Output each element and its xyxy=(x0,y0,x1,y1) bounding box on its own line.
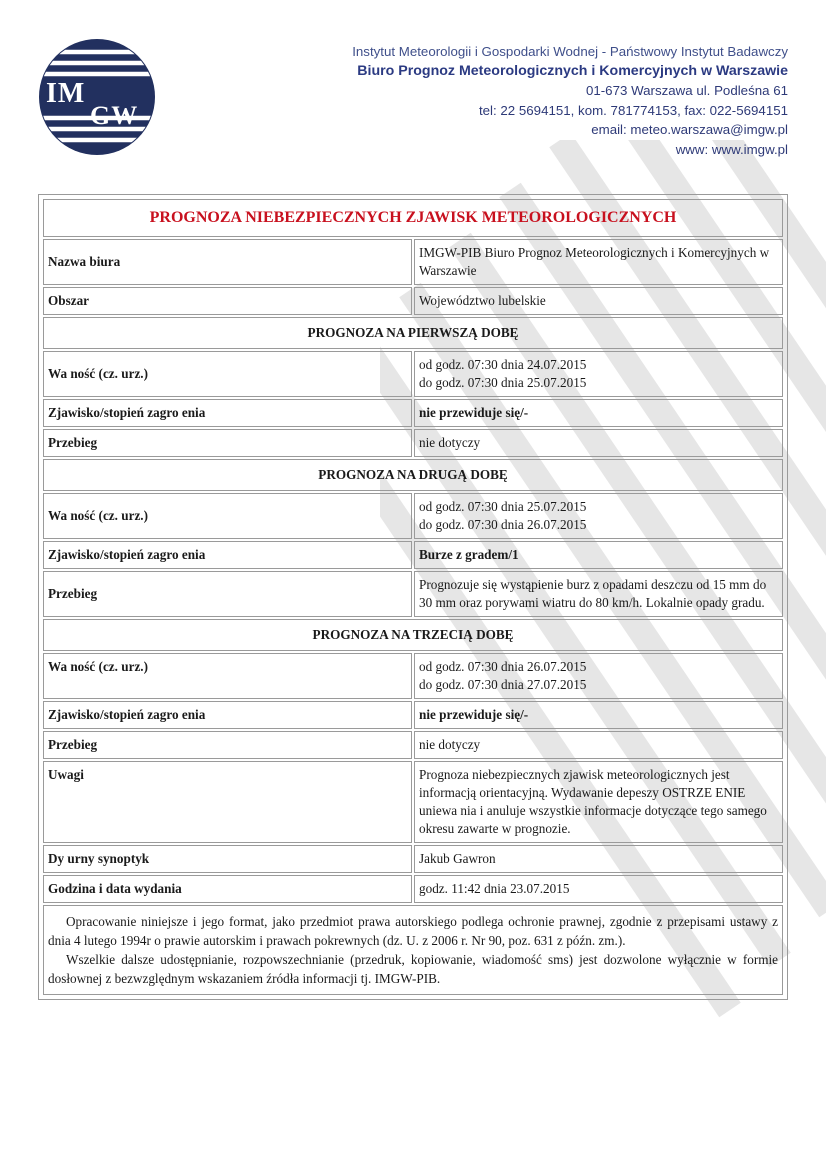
forecast-table xyxy=(41,197,785,905)
validity-value xyxy=(414,653,783,699)
table-row xyxy=(43,653,783,699)
forecaster-value: Jakub Gawron xyxy=(414,845,783,873)
phenomenon-value: nie przewiduje się/- xyxy=(414,399,783,427)
issued-value: godz. 11:42 dnia 23.07.2015 xyxy=(414,875,783,903)
course-label: Przebieg xyxy=(43,731,412,759)
remarks-value: Prognoza niebezpiecznych zjawisk meteorologicznych jest informacją orientacyjną. Wydawanie depeszy OSTRZE ENIE uniewa nia i anuluje wszystkie informacje dotyczące tego samego okresu zawarte w prognozie. xyxy=(414,761,783,843)
validity-to: do godz. 07:30 dnia 26.07.2015 xyxy=(419,517,587,532)
table-row xyxy=(43,571,783,617)
legal-footer xyxy=(43,905,783,995)
table-row xyxy=(43,399,783,427)
validity-to: do godz. 07:30 dnia 25.07.2015 xyxy=(419,375,587,390)
validity-label: Wa ność (cz. urz.) xyxy=(43,493,412,539)
form-title: PROGNOZA NIEBEZPIECZNYCH ZJAWISK METEOROLOGICZNYCH xyxy=(43,199,783,237)
area-label: Obszar xyxy=(43,287,412,315)
table-row xyxy=(43,541,783,569)
copyright-notice: Opracowanie niniejsze i jego format, jako przedmiot prawa autorskiego podlega ochronie prawnej, zgodnie z przepisami ustawy z dnia 4 lutego 1994r o prawie autorskim i prawach pokrewnych (dz. U. z 2006 r. Nr 90, poz. 631 z późn. zm.). xyxy=(48,914,778,948)
issued-label: Godzina i data wydania xyxy=(43,875,412,903)
day3-heading: PROGNOZA NA TRZECIĄ DOBĘ xyxy=(43,619,783,651)
table-row xyxy=(43,701,783,729)
forecaster-label: Dy urny synoptyk xyxy=(43,845,412,873)
course-value: Prognozuje się wystąpienie burz z opadami deszczu od 15 mm do 30 mm oraz porywami wiatru do 80 km/h. Lokalnie opady gradu. xyxy=(414,571,783,617)
phenomenon-value: nie przewiduje się/- xyxy=(414,701,783,729)
forecast-form xyxy=(38,194,788,1000)
course-label: Przebieg xyxy=(43,429,412,457)
validity-from: od godz. 07:30 dnia 24.07.2015 xyxy=(419,357,587,372)
phenomenon-label: Zjawisko/stopień zagro enia xyxy=(43,541,412,569)
phone: tel: 22 5694151, kom. 781774153, fax: 022-5694151 xyxy=(478,102,788,118)
phenomenon-label: Zjawisko/stopień zagro enia xyxy=(43,701,412,729)
validity-value xyxy=(414,493,783,539)
email: email: meteo.warszawa@imgw.pl xyxy=(591,122,788,138)
table-row xyxy=(43,239,783,285)
imgw-logo-icon xyxy=(38,38,156,156)
validity-from: od godz. 07:30 dnia 25.07.2015 xyxy=(419,499,587,514)
svg-text:GW: GW xyxy=(90,101,139,130)
bureau-name: Biuro Prognoz Meteorologicznych i Komercyjnych w Warszawie xyxy=(357,62,788,79)
course-label: Przebieg xyxy=(43,571,412,617)
validity-label: Wa ność (cz. urz.) xyxy=(43,351,412,397)
phenomenon-label: Zjawisko/stopień zagro enia xyxy=(43,399,412,427)
svg-text:IM: IM xyxy=(46,78,86,109)
validity-label: Wa ność (cz. urz.) xyxy=(43,653,412,699)
phenomenon-value: Burze z gradem/1 xyxy=(414,541,783,569)
validity-to: do godz. 07:30 dnia 27.07.2015 xyxy=(419,677,587,692)
table-row xyxy=(43,875,783,903)
institute-name: Instytut Meteorologii i Gospodarki Wodnej - Państwowy Instytut Badawczy xyxy=(352,44,788,59)
validity-from: od godz. 07:30 dnia 26.07.2015 xyxy=(419,659,587,674)
sharing-notice: Wszelkie dalsze udostępnianie, rozpowszechnianie (przedruk, kopiowanie, wiadomość sms) jest dozwolone wyłącznie w formie dosłownej z bezwzględnym wskazaniem źródła informacji tj. IMGW-PIB. xyxy=(48,952,778,986)
institution-header xyxy=(268,42,788,160)
validity-value xyxy=(414,351,783,397)
area-value: Województwo lubelskie xyxy=(414,287,783,315)
course-value: nie dotyczy xyxy=(414,429,783,457)
office-value: IMGW-PIB Biuro Prognoz Meteorologicznych i Komercyjnych w Warszawie xyxy=(414,239,783,285)
table-row xyxy=(43,761,783,843)
address: 01-673 Warszawa ul. Podleśna 61 xyxy=(585,83,788,99)
table-row xyxy=(43,731,783,759)
table-row xyxy=(43,845,783,873)
day2-heading: PROGNOZA NA DRUGĄ DOBĘ xyxy=(43,459,783,491)
remarks-label: Uwagi xyxy=(43,761,412,843)
course-value: nie dotyczy xyxy=(414,731,783,759)
website: www: www.imgw.pl xyxy=(675,141,788,157)
office-label: Nazwa biura xyxy=(43,239,412,285)
table-row xyxy=(43,287,783,315)
day1-heading: PROGNOZA NA PIERWSZĄ DOBĘ xyxy=(43,317,783,349)
table-row xyxy=(43,493,783,539)
table-row xyxy=(43,429,783,457)
table-row xyxy=(43,351,783,397)
